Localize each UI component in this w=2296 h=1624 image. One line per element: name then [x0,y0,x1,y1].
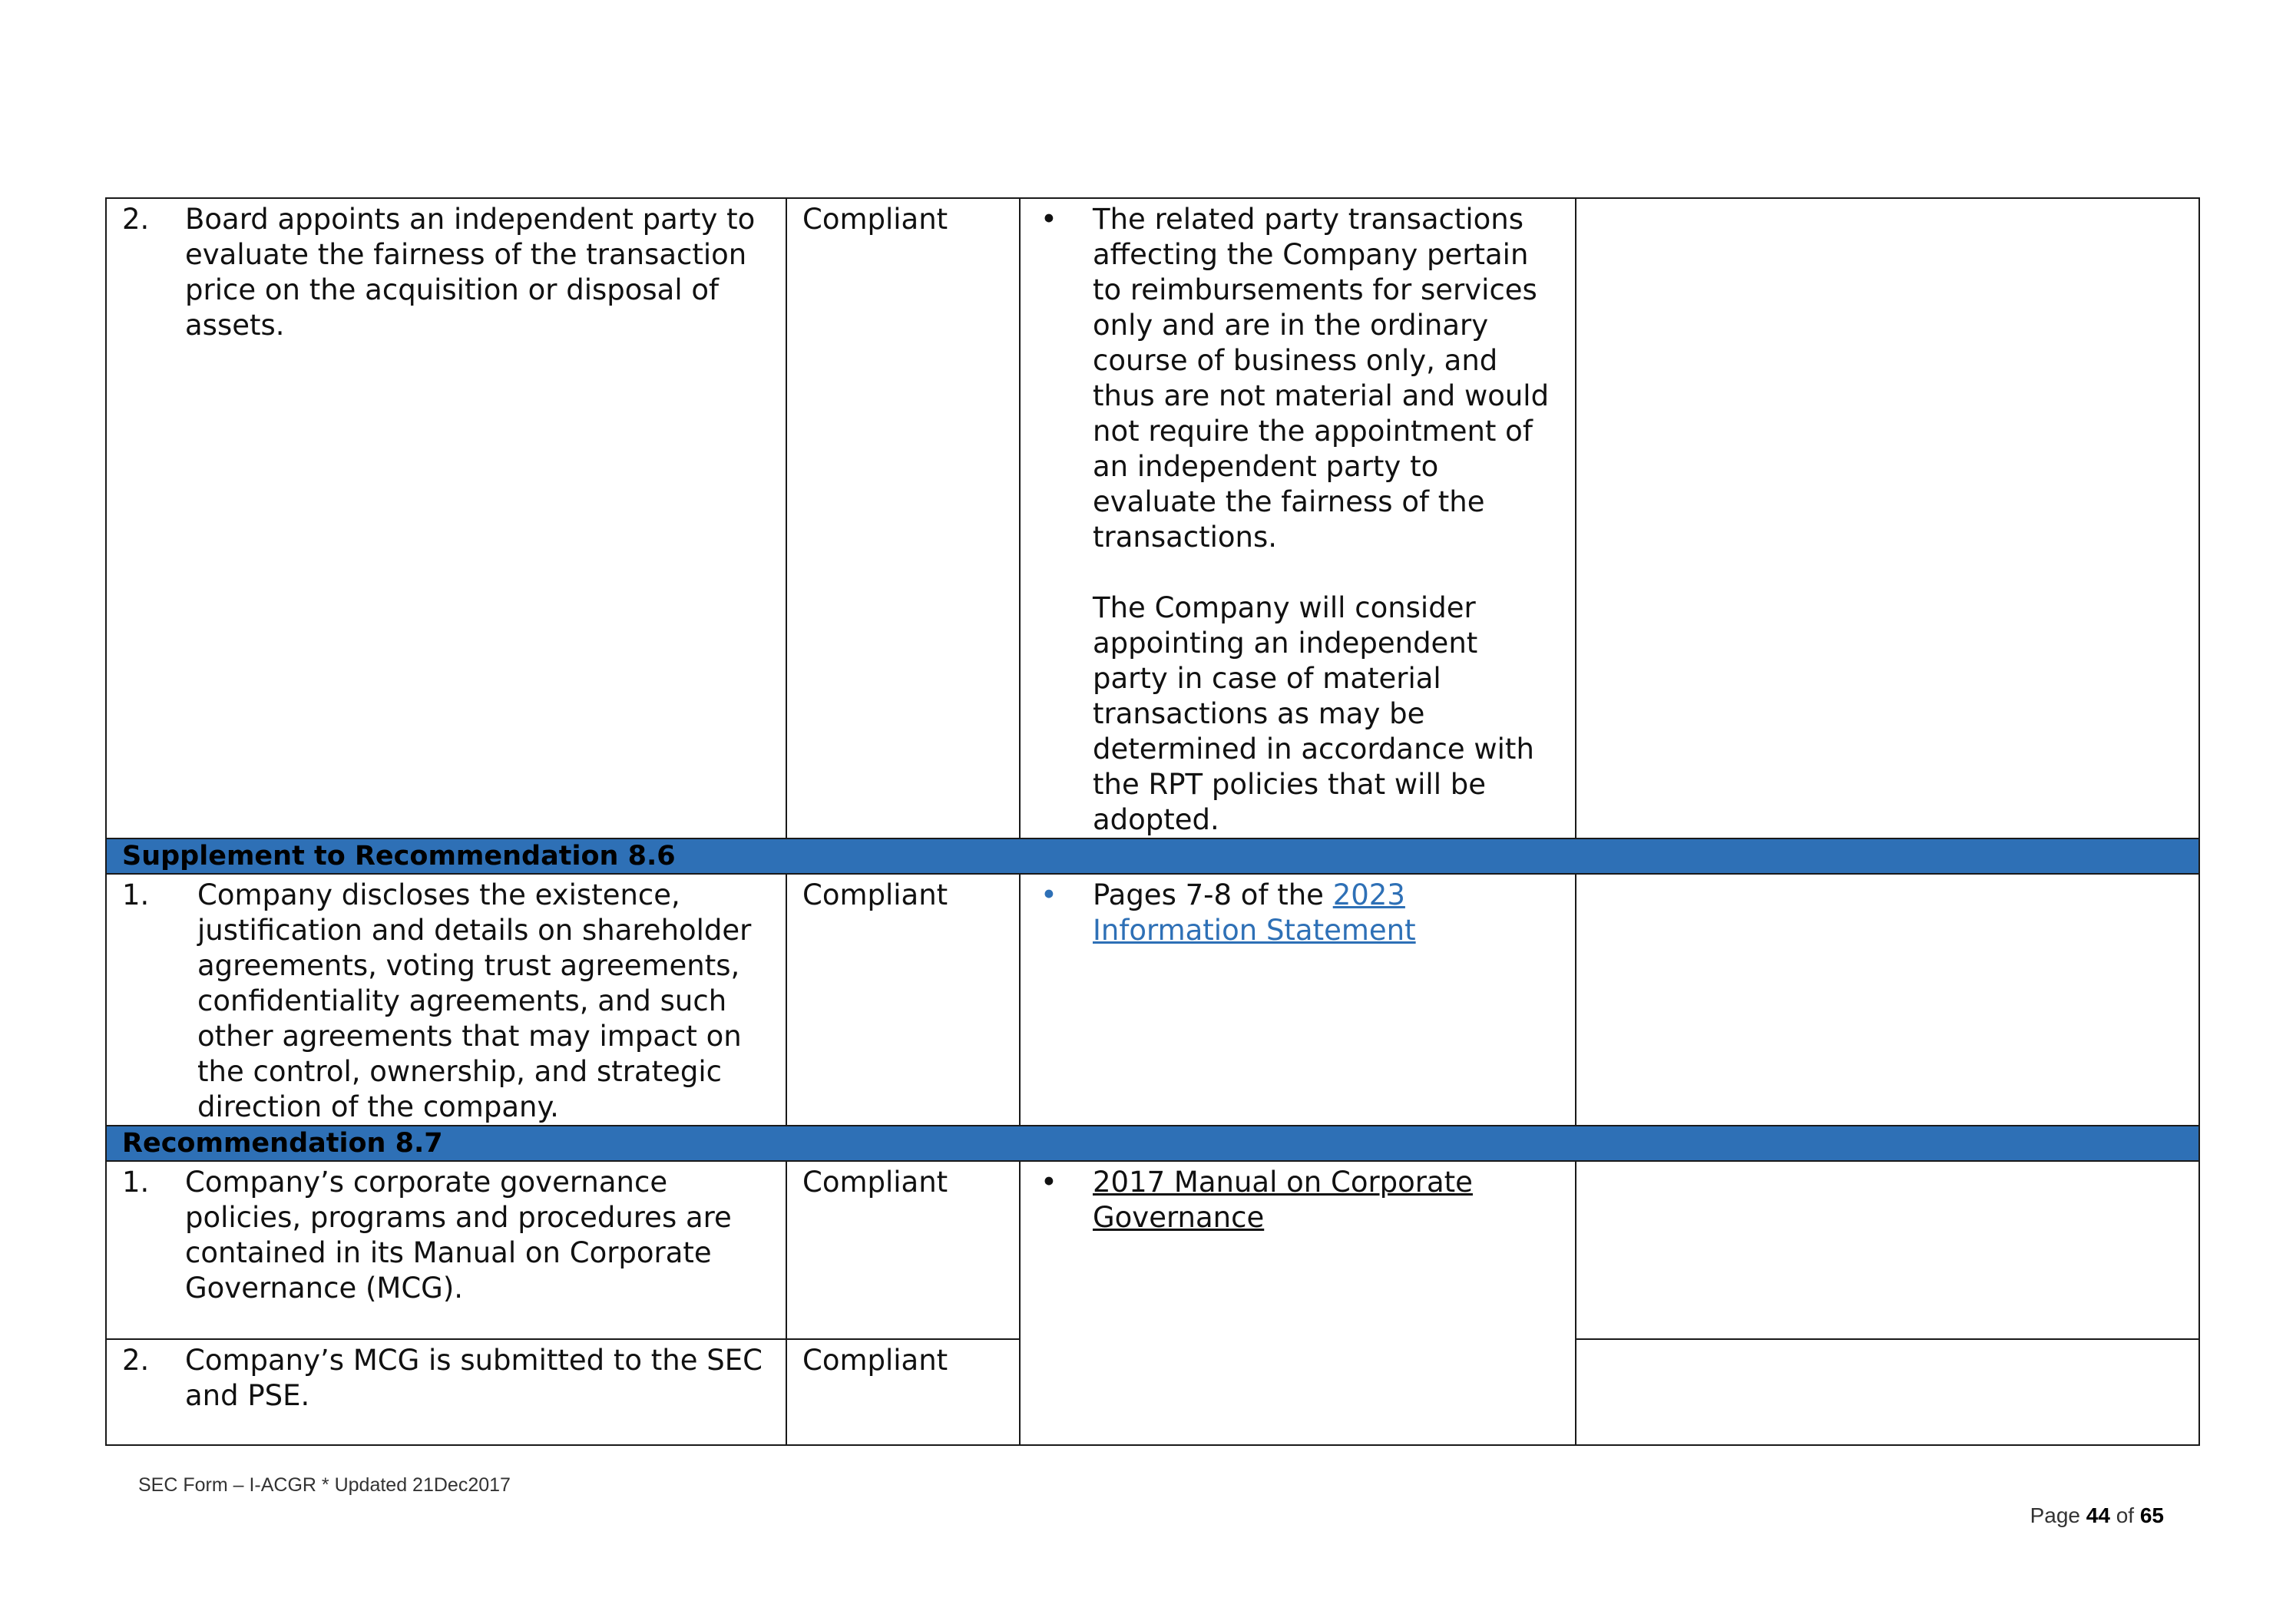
page-word: Page [2030,1503,2080,1527]
section-header-row [106,838,2199,874]
bullet-icon: • [1040,878,1057,911]
alternative-practice-cell [1576,1339,2199,1445]
item-number: 1. [122,1166,150,1199]
information-statement-link[interactable]: 2023 Information Statement [1093,878,1416,947]
recommendation-text: Company discloses the existence, justification and details on shareholder agreements, voting trust agreements, confidentiality agreements, and such other agreements that may impact on the control, ownership, and strategic direction of the company. [197,878,752,1123]
alternative-practice-cell [1576,1161,2199,1339]
explanation-cell [1020,1161,1576,1445]
recommendation-cell [106,874,786,1126]
recommendation-text: Company’s MCG is submitted to the SEC and PSE. [185,1344,763,1412]
recommendation-text: Company’s corporate governance policies, programs and procedures are contained in its Manual on Corporate Governance (MCG). [185,1166,732,1305]
table-row [106,198,2199,838]
compliance-status: Compliant [786,874,1020,1126]
bullet-icon: • [1040,203,1057,236]
manual-corporate-governance-link[interactable]: 2017 Manual on Corporate Governance [1093,1166,1473,1234]
alternative-practice-cell [1576,198,2199,838]
explanation-paragraph: The Company will consider appointing an independent party in case of material transactions as may be determined in accordance with the RPT policies that will be adopted. [1093,591,1534,836]
item-number: 2. [122,1344,150,1377]
explanation-cell [1020,874,1576,1126]
page-of: of [2116,1503,2135,1527]
page-total: 65 [2139,1503,2164,1527]
table-row [106,874,2199,1126]
explanation-paragraph: The related party transactions affecting the Company pertain to reimbursements for services only and are in the ordinary course of business only, and thus are not material and would not require the appointment of an independent party to evaluate the fairness of the transactions. [1093,203,1550,554]
explanation-cell [1020,198,1576,838]
compliance-status: Compliant [786,198,1020,838]
page-current: 44 [2086,1503,2110,1527]
form-footer-label: SEC Form – I-ACGR * Updated 21Dec2017 [138,1474,511,1496]
recommendation-cell [106,1161,786,1339]
table-row [106,1161,2199,1339]
item-number: 2. [122,203,150,236]
recommendation-cell [106,198,786,838]
explanation-text: Pages 7-8 of the [1093,878,1333,911]
acgr-compliance-table [105,197,2200,1446]
compliance-status: Compliant [786,1339,1020,1445]
section-header: Supplement to Recommendation 8.6 [106,838,2199,874]
recommendation-cell [106,1339,786,1445]
alternative-practice-cell [1576,874,2199,1126]
page-number [2030,1503,2164,1528]
section-header: Recommendation 8.7 [106,1126,2199,1161]
item-number: 1. [122,878,150,911]
compliance-status: Compliant [786,1161,1020,1339]
recommendation-text: Board appoints an independent party to evaluate the fairness of the transaction price on the acquisition or disposal of assets. [185,203,756,342]
section-header-row [106,1126,2199,1161]
bullet-icon: • [1040,1166,1057,1199]
